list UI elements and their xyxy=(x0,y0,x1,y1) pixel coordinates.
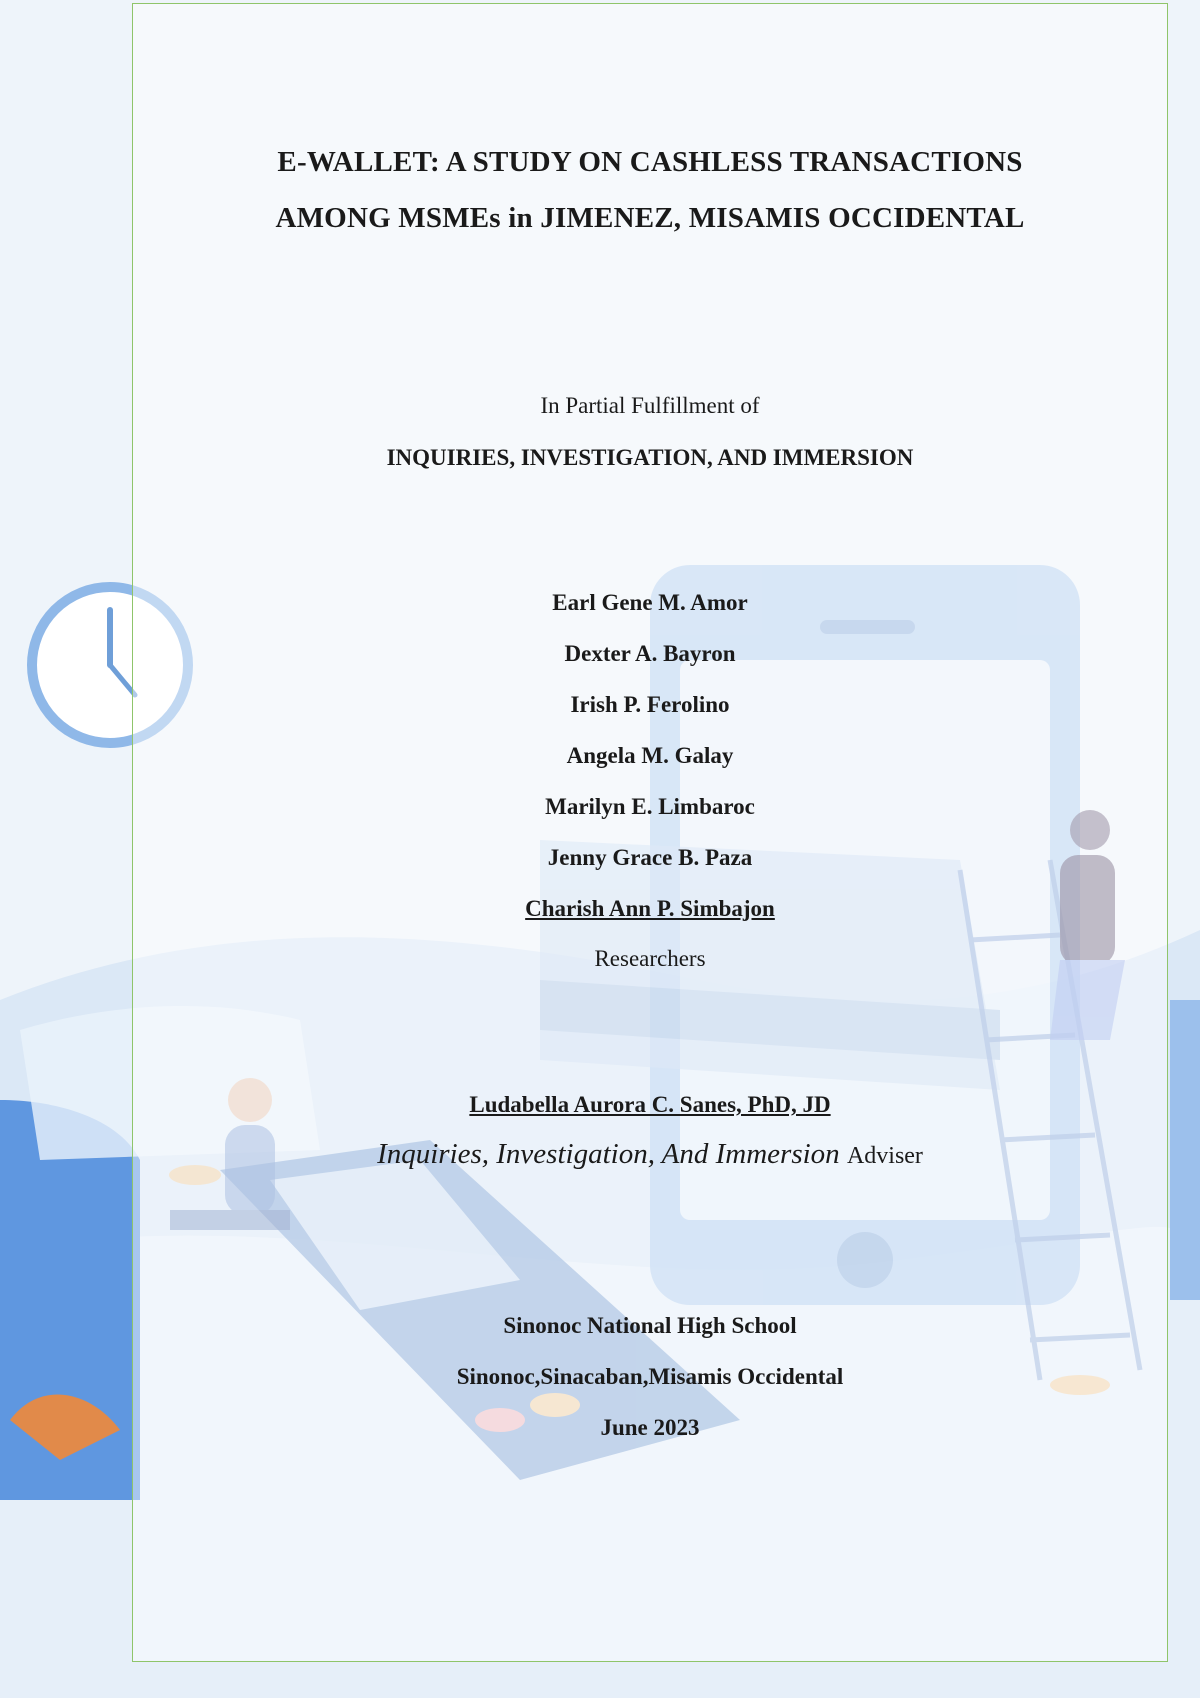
fulfillment-intro: In Partial Fulfillment of xyxy=(540,393,760,418)
researcher-name: Charish Ann P. Simbajon xyxy=(525,896,775,921)
researcher-name: Irish P. Ferolino xyxy=(570,692,730,717)
researcher-name: Marilyn E. Limbaroc xyxy=(545,794,755,819)
title-line-1: E-WALLET: A STUDY ON CASHLESS TRANSACTIONS xyxy=(277,146,1023,178)
title-line-2: AMONG MSMEs in JIMENEZ, MISAMIS OCCIDENTAL xyxy=(275,202,1025,234)
researchers-label: Researchers xyxy=(594,946,706,971)
researcher-name: Earl Gene M. Amor xyxy=(552,590,748,615)
adviser-title: Adviser xyxy=(846,1143,923,1169)
adviser-name: Ludabella Aurora C. Sanes, PhD, JD xyxy=(469,1092,831,1117)
submission-date: June 2023 xyxy=(600,1415,700,1440)
researcher-name: Jenny Grace B. Paza xyxy=(547,845,753,870)
course-name: INQUIRIES, INVESTIGATION, AND IMMERSION xyxy=(386,445,914,470)
adviser-role xyxy=(132,1138,1168,1171)
adviser-subject: Inquiries, Investigation, And Immersion xyxy=(377,1138,840,1170)
researcher-list xyxy=(132,588,1168,945)
school-name: Sinonoc National High School xyxy=(503,1313,797,1338)
researcher-name: Dexter A. Bayron xyxy=(564,641,736,666)
researcher-name: Angela M. Galay xyxy=(566,743,734,768)
school-address: Sinonoc,Sinacaban,Misamis Occidental xyxy=(456,1364,844,1389)
